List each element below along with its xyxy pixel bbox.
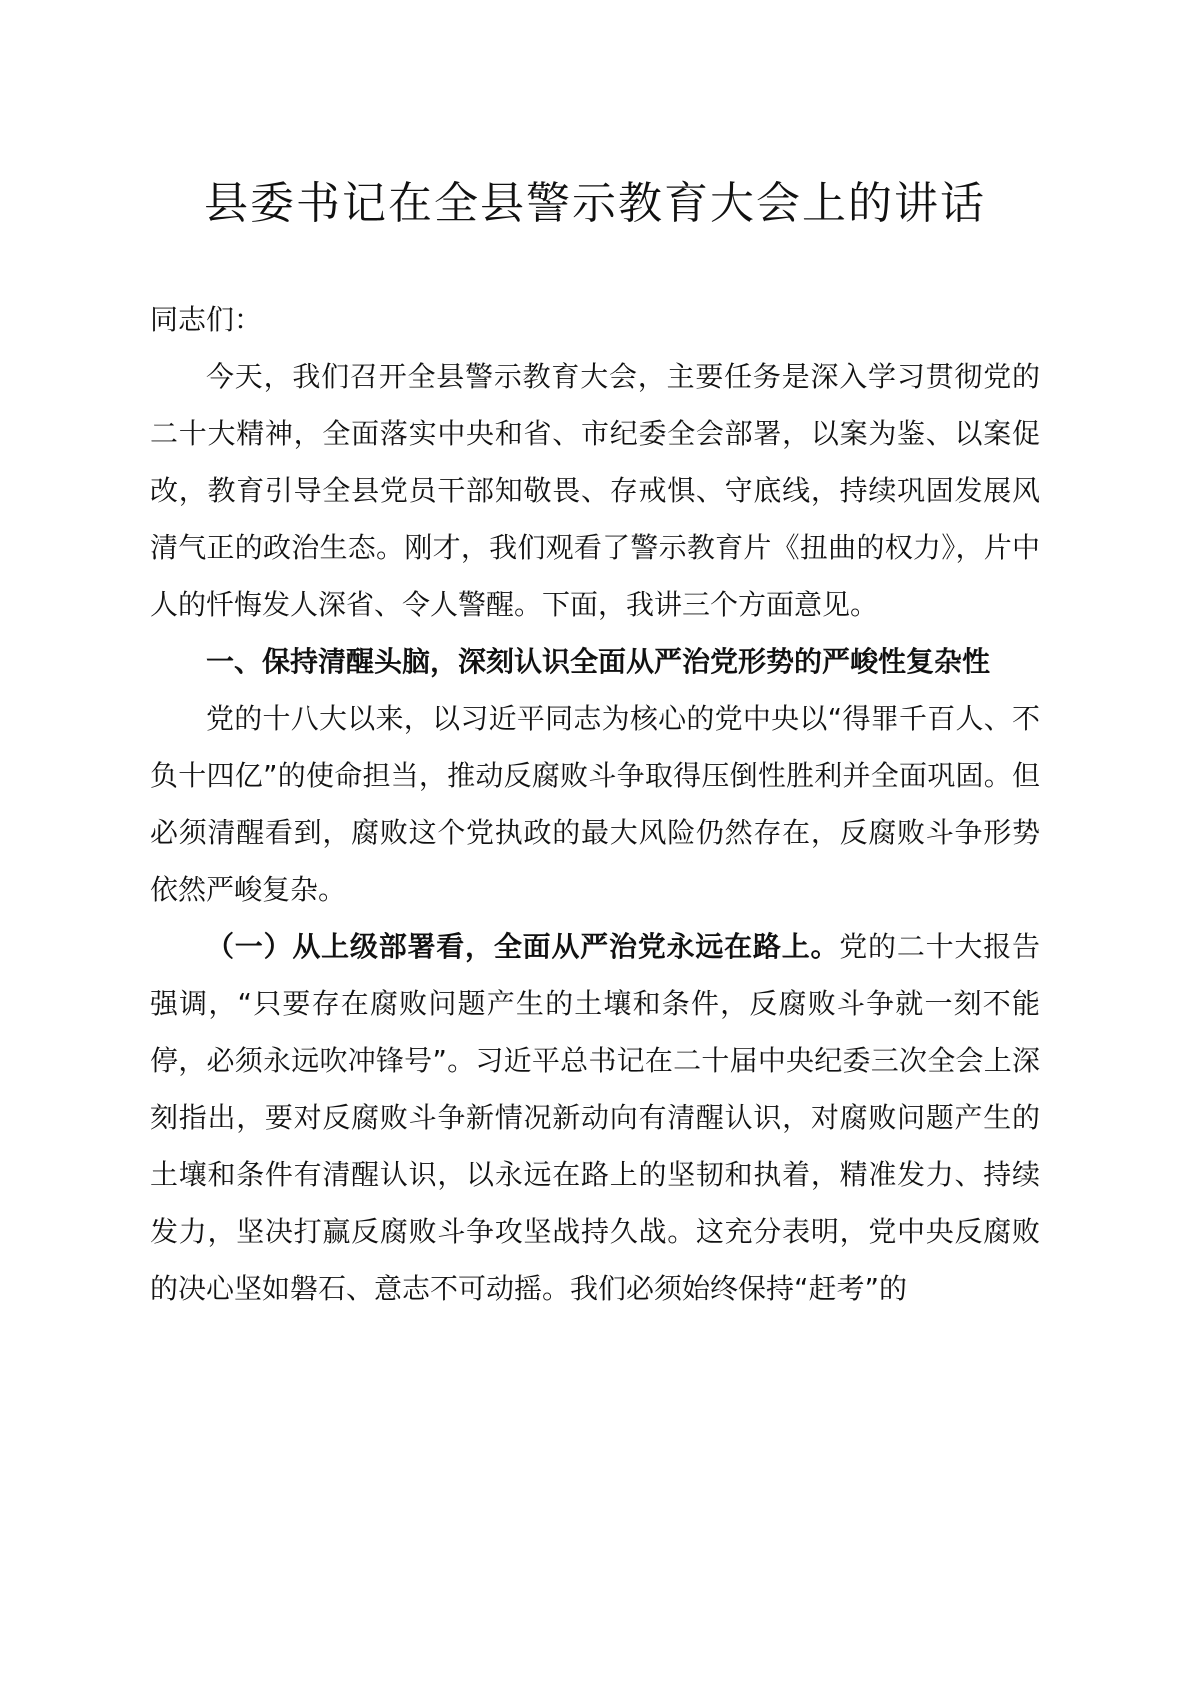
paragraph-situation: 党的十八大以来，以习近平同志为核心的党中央以“得罪千百人、不负十四亿”的使命担当，推动反腐败斗争取得压倒性胜利并全面巩固。但必须清醒看到，腐败这个党执政的最大风险仍然存在，反腐败斗争形势依然严峻复杂。	[150, 702, 1040, 906]
paragraph-superior-deployment-text: 党的二十大报告强调，“只要存在腐败问题产生的土壤和条件，反腐败斗争就一刻不能停，必须永远吹冲锋号”。习近平总书记在二十届中央纪委三次全会上深刻指出，要对反腐败斗争新情况新动向有清醒认识，对腐败问题产生的土壤和条件有清醒认识，以永远在路上的坚韧和执着，精准发力、持续发力，坚决打赢反腐败斗争攻坚战持久战。这充分表明，党中央反腐败的决心坚如磐石、意志不可动摇。我们必须始终保持“赶考”的	[150, 930, 1040, 1305]
document-body	[150, 291, 1040, 1317]
section-heading-1: 一、保持清醒头脑，深刻认识全面从严治党形势的严峻性复杂性	[206, 645, 991, 678]
subheading-1: （一）从上级部署看，全面从严治党永远在路上。	[206, 930, 840, 963]
document-title: 县委书记在全县警示教育大会上的讲话	[204, 178, 986, 229]
paragraph-intro: 今天，我们召开全县警示教育大会，主要任务是深入学习贯彻党的二十大精神，全面落实中央和省、市纪委全会部署，以案为鉴、以案促改，教育引导全县党员干部知敬畏、存戒惧、守底线，持续巩固发展风清气正的政治生态。刚才，我们观看了警示教育片《扭曲的权力》，片中人的忏悔发人深省、令人警醒。下面，我讲三个方面意见。	[150, 360, 1040, 621]
salutation: 同志们：	[150, 303, 263, 336]
paragraph-superior-deployment	[150, 918, 1040, 1317]
